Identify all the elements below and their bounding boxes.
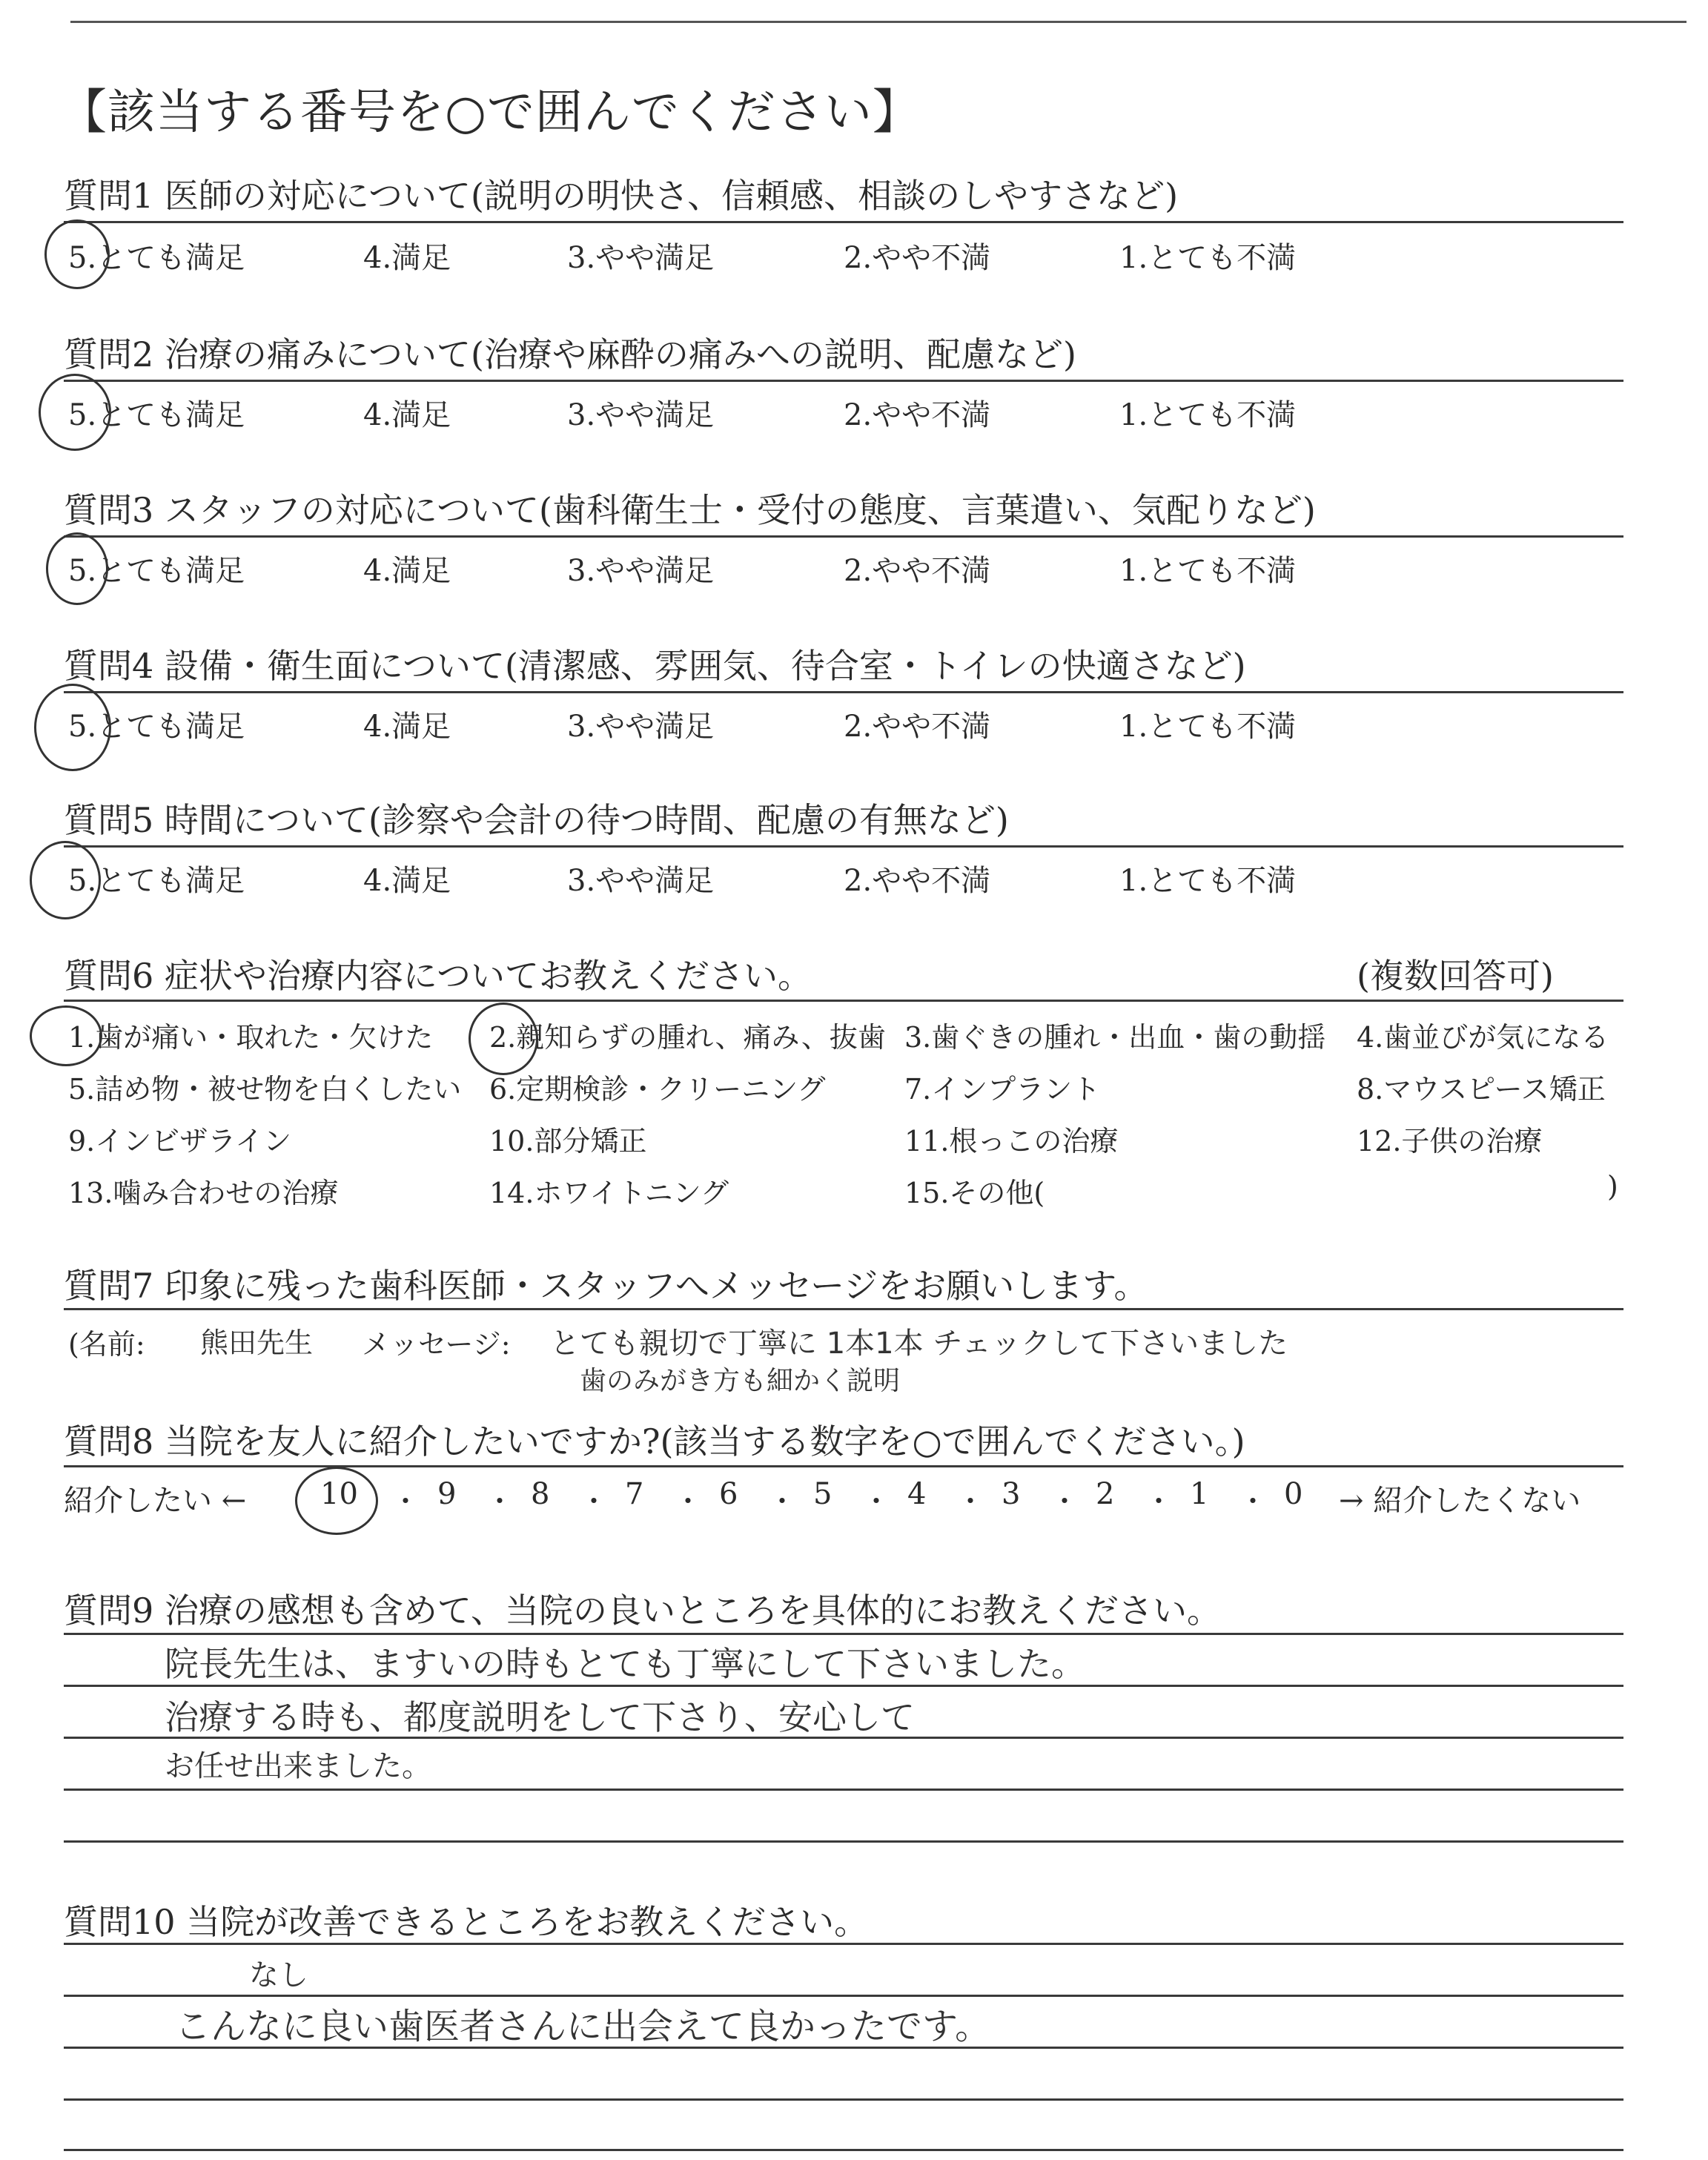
q8-score-5[interactable]: 5 bbox=[813, 1477, 833, 1511]
question-5-rule bbox=[64, 845, 1623, 848]
q7-name-label: (名前: bbox=[68, 1328, 145, 1361]
q2-option-5[interactable]: 5.とても満足 bbox=[68, 398, 245, 432]
q3-option-4[interactable]: 4.満足 bbox=[363, 554, 451, 588]
q8-left-label: 紹介したい ← bbox=[64, 1484, 247, 1518]
q6-option-10[interactable]: 10.部分矯正 bbox=[489, 1125, 647, 1157]
q8-selection-circle bbox=[295, 1467, 378, 1535]
question-1-title: 質問1 医師の対応について(説明の明快さ、信頼感、相談のしやすさなど) bbox=[64, 176, 1179, 216]
q8-score-4[interactable]: 4 bbox=[907, 1477, 927, 1511]
q8-separator-dot: ・ bbox=[768, 1485, 797, 1518]
question-8-title: 質問8 当院を友人に紹介したいですか?(該当する数字を○で囲んでください。) bbox=[64, 1421, 1245, 1462]
q4-option-5[interactable]: 5.とても満足 bbox=[68, 710, 245, 744]
question-9-title: 質問9 治療の感想も含めて、当院の良いところを具体的にお教えください。 bbox=[64, 1591, 1221, 1631]
q8-score-9[interactable]: 9 bbox=[437, 1477, 457, 1511]
q8-score-2[interactable]: 2 bbox=[1096, 1477, 1115, 1511]
top-border-line bbox=[70, 21, 1687, 23]
q1-option-3[interactable]: 3.やや満足 bbox=[567, 241, 715, 275]
q7-message-line-1[interactable]: とても親切で丁寧に 1本1本 チェックして下さいました bbox=[550, 1327, 1288, 1361]
q2-selection-circle bbox=[39, 374, 111, 451]
question-6-rule bbox=[64, 1000, 1623, 1002]
q2-option-4[interactable]: 4.満足 bbox=[363, 398, 451, 432]
q8-score-0[interactable]: 0 bbox=[1284, 1477, 1303, 1511]
q3-option-5[interactable]: 5.とても満足 bbox=[68, 554, 245, 588]
q8-separator-dot: ・ bbox=[580, 1485, 609, 1518]
q8-separator-dot: ・ bbox=[956, 1485, 985, 1518]
q9-answer-line-1 bbox=[64, 1633, 1623, 1635]
q9-answer-line-5 bbox=[64, 1840, 1623, 1843]
q1-selection-circle bbox=[44, 219, 110, 289]
q10-answer-line-2 bbox=[64, 1995, 1623, 1997]
q6-option-5[interactable]: 5.詰め物・被せ物を白くしたい bbox=[68, 1073, 462, 1106]
q10-answer-line-4 bbox=[64, 2098, 1623, 2101]
q4-option-2[interactable]: 2.やや不満 bbox=[844, 710, 991, 744]
question-5-title: 質問5 時間について(診察や会計の待つ時間、配慮の有無など) bbox=[64, 800, 1009, 840]
q6-option-4[interactable]: 4.歯並びが気になる bbox=[1357, 1021, 1609, 1054]
q10-answer-text-2[interactable]: こんなに良い歯医者さんに出会えて良かったです。 bbox=[175, 2006, 991, 2047]
question-3-title: 質問3 スタッフの対応について(歯科衛生士・受付の態度、言葉遣い、気配りなど) bbox=[64, 490, 1316, 530]
q4-option-4[interactable]: 4.満足 bbox=[363, 710, 451, 744]
q4-option-1[interactable]: 1.とても不満 bbox=[1119, 710, 1297, 744]
q3-option-2[interactable]: 2.やや不満 bbox=[844, 554, 991, 588]
form-header: 【該当する番号を○で囲んでください】 bbox=[59, 85, 921, 140]
q9-answer-text-3[interactable]: お任せ出来ました。 bbox=[165, 1749, 431, 1783]
q5-option-3[interactable]: 3.やや満足 bbox=[567, 864, 715, 898]
q8-score-6[interactable]: 6 bbox=[719, 1477, 738, 1511]
q5-option-2[interactable]: 2.やや不満 bbox=[844, 864, 991, 898]
q6-option-15-close: ) bbox=[1607, 1170, 1618, 1203]
q3-option-3[interactable]: 3.やや満足 bbox=[567, 554, 715, 588]
q3-option-1[interactable]: 1.とても不満 bbox=[1119, 554, 1297, 588]
q6-option-15[interactable]: 15.その他( bbox=[904, 1177, 1045, 1209]
q10-answer-line-1 bbox=[64, 1943, 1623, 1945]
q2-option-3[interactable]: 3.やや満足 bbox=[567, 398, 715, 432]
q8-score-1[interactable]: 1 bbox=[1190, 1477, 1209, 1511]
q3-selection-circle bbox=[46, 532, 108, 605]
q6-selection-circle-2 bbox=[469, 1003, 538, 1075]
q8-separator-dot: ・ bbox=[1239, 1485, 1268, 1518]
question-7-title: 質問7 印象に残った歯科医師・スタッフへメッセージをお願いします。 bbox=[64, 1266, 1148, 1306]
q1-option-4[interactable]: 4.満足 bbox=[363, 241, 451, 275]
q8-separator-dot: ・ bbox=[391, 1485, 420, 1518]
q6-option-3[interactable]: 3.歯ぐきの腫れ・出血・歯の動揺 bbox=[904, 1021, 1326, 1054]
q9-answer-text-1[interactable]: 院長先生は、ますいの時もとても丁寧にして下さいました。 bbox=[165, 1644, 1085, 1684]
q8-score-8[interactable]: 8 bbox=[531, 1477, 550, 1511]
q1-option-1[interactable]: 1.とても不満 bbox=[1119, 241, 1297, 275]
q6-option-2[interactable]: 2.親知らずの腫れ、痛み、抜歯 bbox=[489, 1021, 886, 1054]
q5-selection-circle bbox=[30, 841, 101, 919]
q9-answer-line-4 bbox=[64, 1789, 1623, 1791]
q5-option-1[interactable]: 1.とても不満 bbox=[1119, 864, 1297, 898]
q6-option-14[interactable]: 14.ホワイトニング bbox=[489, 1177, 729, 1209]
q7-message-line-2[interactable]: 歯のみがき方も細かく説明 bbox=[580, 1366, 901, 1396]
question-4-title: 質問4 設備・衛生面について(清潔感、雰囲気、待合室・トイレの快適さなど) bbox=[64, 646, 1246, 686]
q8-score-10[interactable]: 10 bbox=[320, 1477, 358, 1511]
q8-separator-dot: ・ bbox=[486, 1485, 514, 1518]
q8-score-3[interactable]: 3 bbox=[1002, 1477, 1021, 1511]
q8-separator-dot: ・ bbox=[1050, 1485, 1079, 1518]
q8-separator-dot: ・ bbox=[862, 1485, 891, 1518]
q8-right-label: → 紹介したくない bbox=[1339, 1484, 1581, 1518]
q6-option-11[interactable]: 11.根っこの治療 bbox=[904, 1125, 1119, 1157]
q6-option-6[interactable]: 6.定期検診・クリーニング bbox=[489, 1073, 826, 1106]
q6-option-1[interactable]: 1.歯が痛い・取れた・欠けた bbox=[68, 1021, 434, 1054]
q6-option-7[interactable]: 7.インプラント bbox=[904, 1073, 1101, 1106]
q8-score-7[interactable]: 7 bbox=[625, 1477, 644, 1511]
q5-option-4[interactable]: 4.満足 bbox=[363, 864, 451, 898]
q5-option-5[interactable]: 5.とても満足 bbox=[68, 864, 245, 898]
q6-option-8[interactable]: 8.マウスピース矯正 bbox=[1357, 1073, 1606, 1106]
question-6-note: (複数回答可) bbox=[1357, 956, 1554, 996]
q1-option-2[interactable]: 2.やや不満 bbox=[844, 241, 991, 275]
q8-separator-dot: ・ bbox=[674, 1485, 703, 1518]
q4-selection-circle bbox=[34, 684, 111, 771]
question-3-rule bbox=[64, 535, 1623, 538]
q2-option-1[interactable]: 1.とても不満 bbox=[1119, 398, 1297, 432]
q4-option-3[interactable]: 3.やや満足 bbox=[567, 710, 715, 744]
q1-option-5[interactable]: 5.とても満足 bbox=[68, 241, 245, 275]
q9-answer-text-2[interactable]: 治療する時も、都度説明をして下さり、安心して bbox=[165, 1697, 915, 1737]
q6-selection-circle-1 bbox=[30, 1005, 102, 1066]
question-6-title: 質問6 症状や治療内容についてお教えください。 bbox=[64, 956, 812, 996]
q8-separator-dot: ・ bbox=[1145, 1485, 1174, 1518]
question-4-rule bbox=[64, 691, 1623, 693]
question-8-rule bbox=[64, 1465, 1623, 1467]
question-7-rule bbox=[64, 1308, 1623, 1310]
q10-answer-text-1[interactable]: なし bbox=[249, 1958, 308, 1992]
question-10-title: 質問10 当院が改善できるところをお教えください。 bbox=[64, 1902, 869, 1942]
q7-name-value[interactable]: 熊田先生 bbox=[200, 1327, 314, 1359]
q6-option-13[interactable]: 13.噛み合わせの治療 bbox=[68, 1177, 339, 1209]
question-1-rule bbox=[64, 221, 1623, 223]
q10-answer-line-5 bbox=[64, 2149, 1623, 2151]
q6-option-12[interactable]: 12.子供の治療 bbox=[1357, 1125, 1543, 1157]
question-2-title: 質問2 治療の痛みについて(治療や麻酔の痛みへの説明、配慮など) bbox=[64, 334, 1076, 374]
q7-message-label: メッセージ: bbox=[362, 1328, 511, 1361]
q2-option-2[interactable]: 2.やや不満 bbox=[844, 398, 991, 432]
q6-option-9[interactable]: 9.インビザライン bbox=[68, 1125, 292, 1157]
question-2-rule bbox=[64, 380, 1623, 382]
